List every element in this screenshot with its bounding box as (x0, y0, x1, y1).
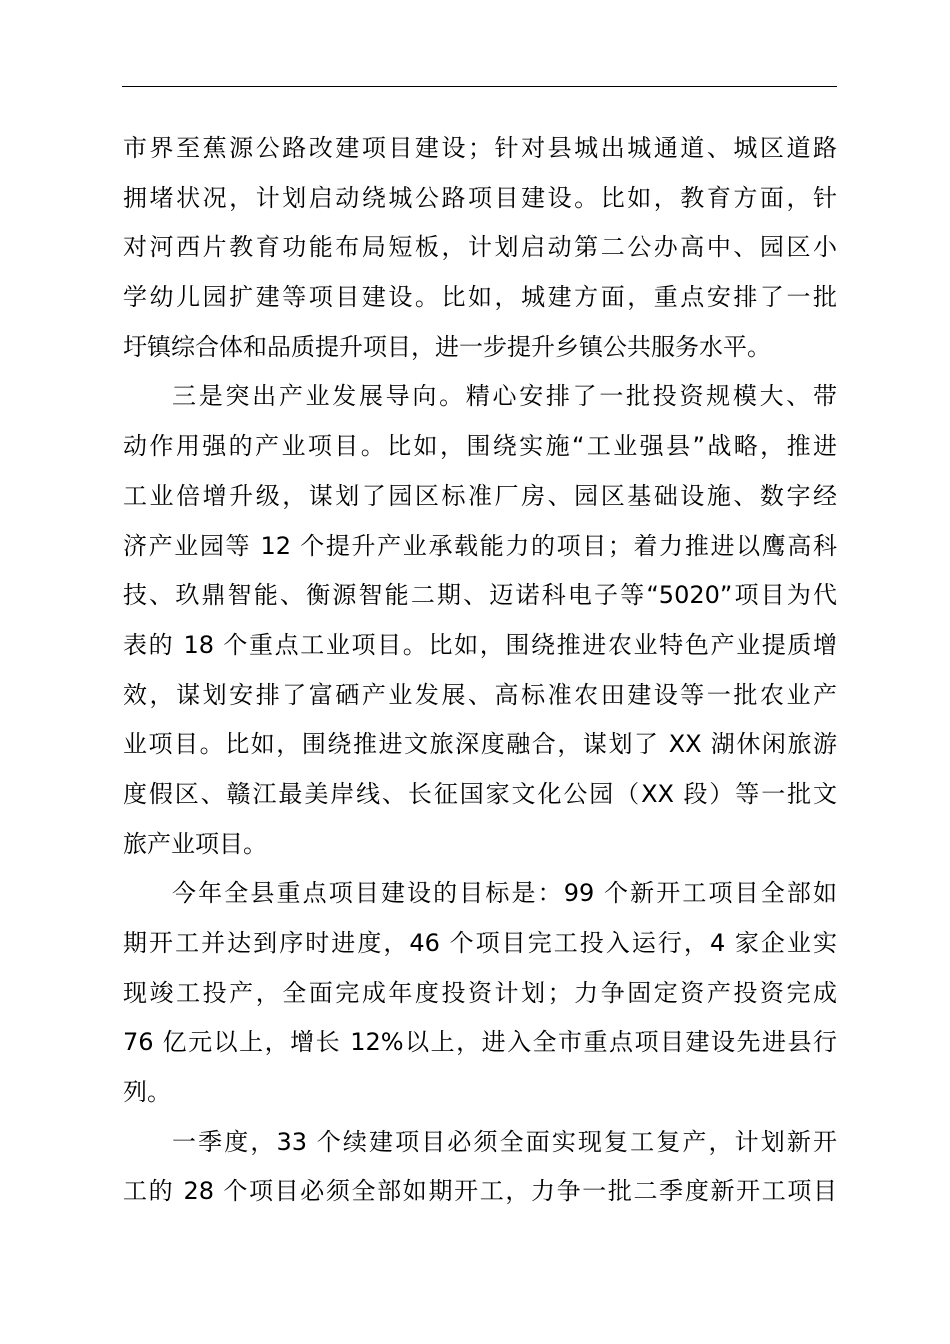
text-line: 工的 28 个项目必须全部如期开工，力争一批二季度新开工项目 (123, 1177, 837, 1206)
header-rule (122, 86, 837, 87)
text-line: 76 亿元以上，增长 12%以上，进入全市重点项目建设先进县行 (123, 1028, 837, 1057)
text-line: 工业倍增升级，谋划了园区标准厂房、园区基础设施、数字经 (123, 481, 837, 510)
document-body (123, 124, 837, 1217)
text-line: 列。 (123, 1078, 171, 1107)
text-line: 动作用强的产业项目。比如，围绕实施“工业强县”战略，推进 (123, 432, 837, 461)
text-line: 三是突出产业发展导向。精心安排了一批投资规模大、带 (172, 382, 837, 411)
text-line: 技、玖鼎智能、衡源智能二期、迈诺科电子等“5020”项目为代 (123, 581, 837, 610)
text-line: 今年全县重点项目建设的目标是：99 个新开工项目全部如 (172, 879, 837, 908)
text-line: 期开工并达到序时进度，46 个项目完工投入运行，4 家企业实 (123, 929, 837, 957)
text-line: 旅产业项目。 (123, 829, 267, 858)
text-line: 圩镇综合体和品质提升项目，进一步提升乡镇公共服务水平。 (123, 332, 771, 361)
text-line: 学幼儿园扩建等项目建设。比如，城建方面，重点安排了一批 (123, 283, 837, 312)
text-line: 表的 18 个重点工业项目。比如，围绕推进农业特色产业提质增 (123, 630, 837, 659)
text-line: 济产业园等 12 个提升产业承载能力的项目；着力推进以鹰高科 (123, 531, 837, 560)
text-line: 度假区、赣江最美岸线、长征国家文化公园（XX 段）等一批文 (123, 779, 837, 808)
text-line: 市界至蕉源公路改建项目建设；针对县城出城通道、城区道路 (123, 134, 837, 162)
text-line: 效，谋划安排了富硒产业发展、高标准农田建设等一批农业产 (123, 680, 837, 709)
text-line: 对河西片教育功能布局短板，计划启动第二公办高中、园区小 (123, 233, 837, 262)
text-line: 拥堵状况，计划启动绕城公路项目建设。比如，教育方面，针 (123, 183, 837, 212)
text-line: 业项目。比如，围绕推进文旅深度融合，谋划了 XX 湖休闲旅游 (123, 730, 837, 759)
text-line: 现竣工投产，全面完成年度投资计划；力争固定资产投资完成 (123, 978, 837, 1007)
text-line: 一季度，33 个续建项目必须全面实现复工复产，计划新开 (172, 1127, 837, 1156)
